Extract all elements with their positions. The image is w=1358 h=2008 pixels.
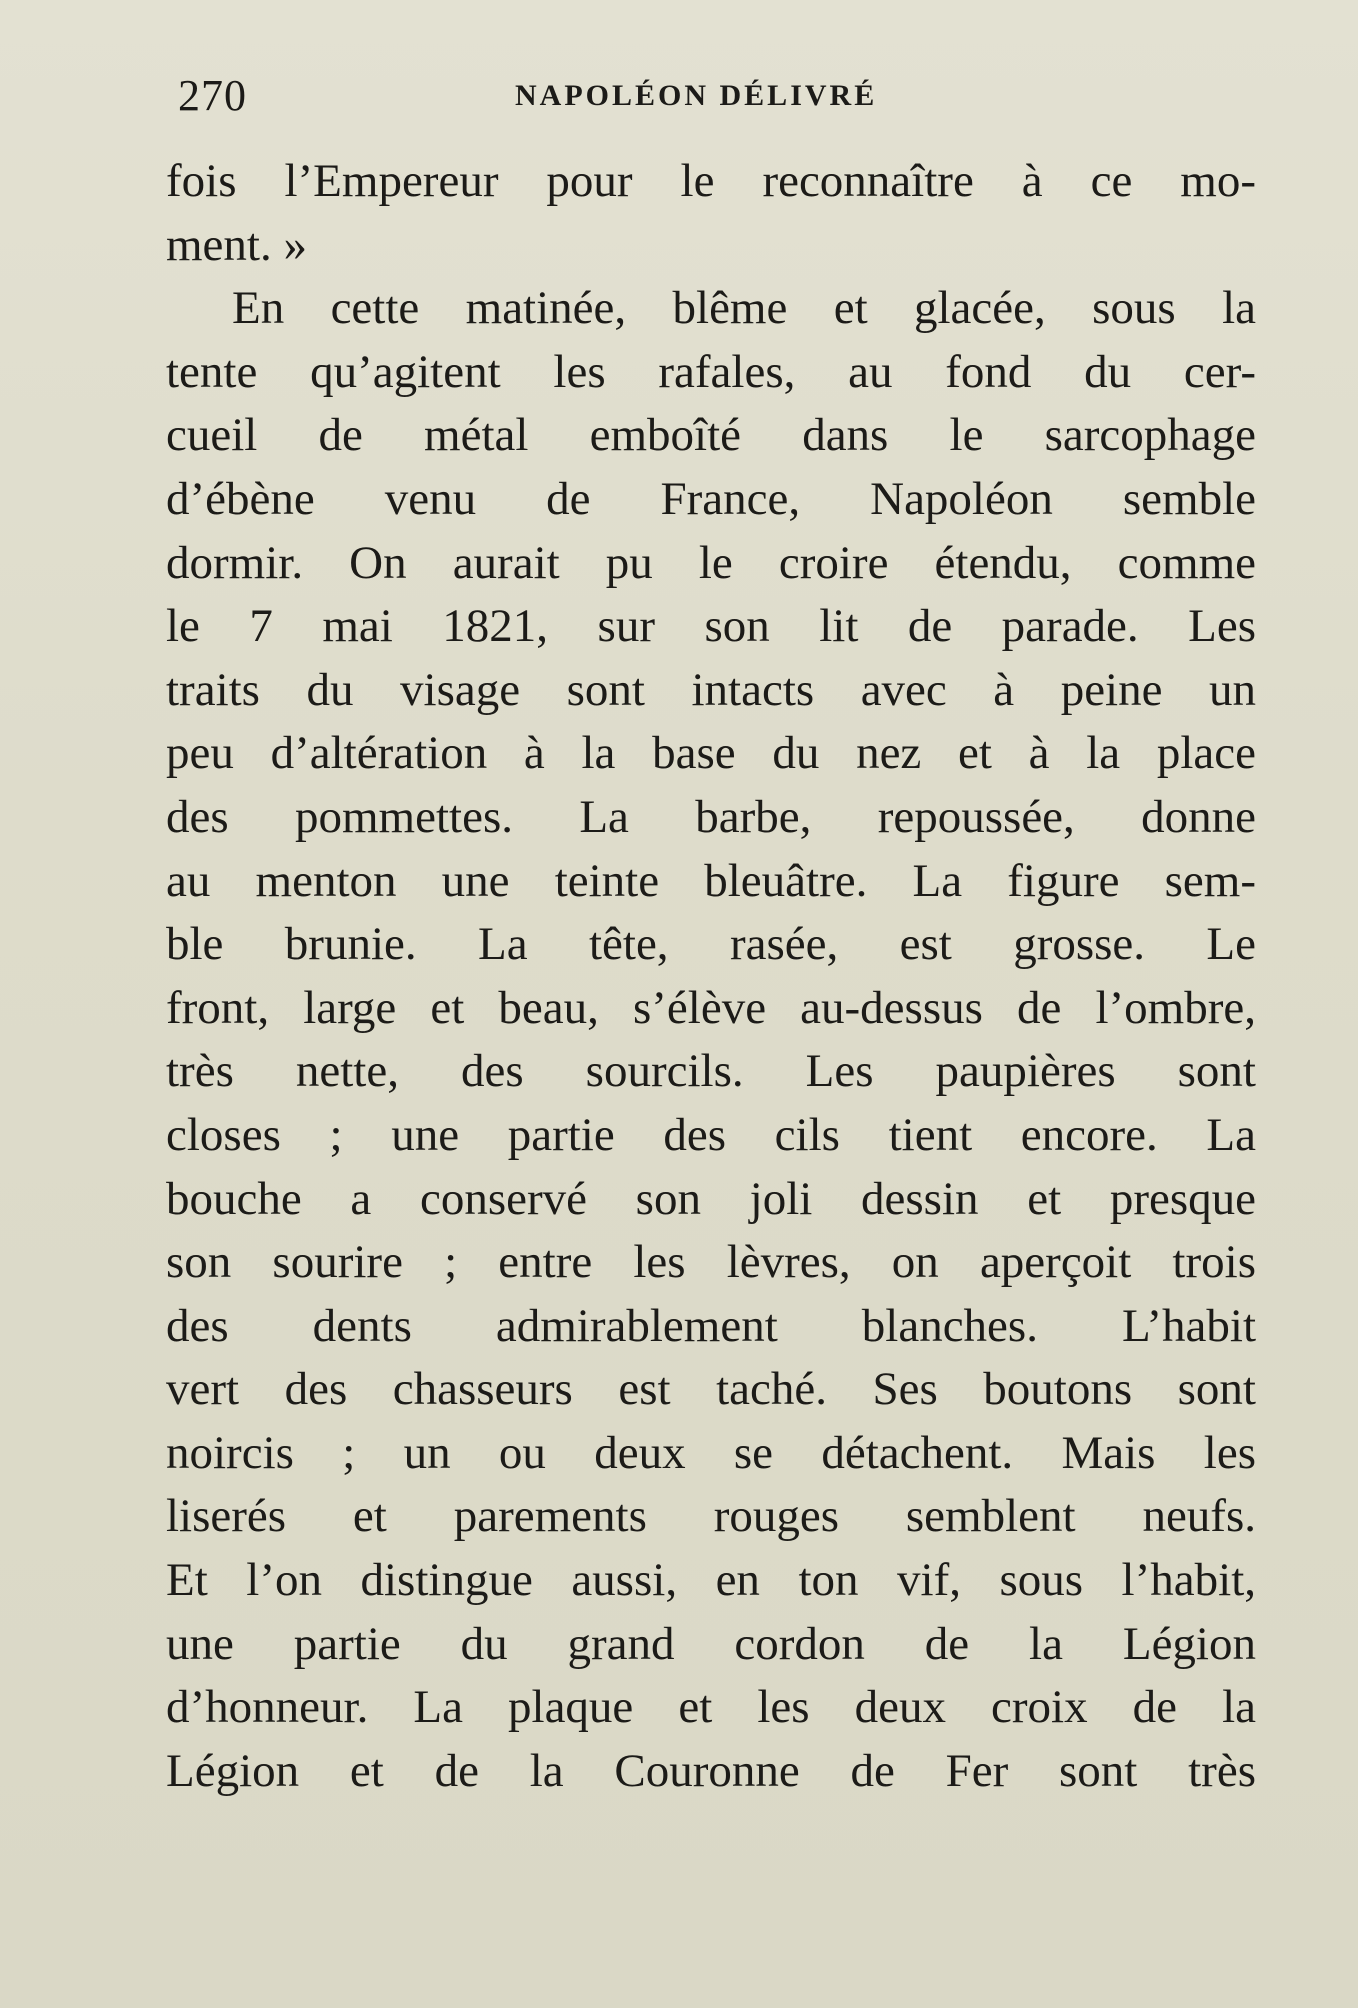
text-line: cueil de métal emboîté dans le sarcophage [166,409,1256,462]
text-line: closes ; une partie des cils tient encore. La [166,1108,1256,1161]
text-line: au menton une teinte bleuâtre. La figure sem- [166,854,1256,907]
text-line: front, large et beau, s’élève au-dessus de l’ombre, [166,981,1256,1034]
text-line: Et l’on distingue aussi, en ton vif, sous l’habit, [166,1554,1256,1607]
text-line: très nette, des sourcils. Les paupières sont [166,1045,1256,1098]
text-line: dormir. On aurait pu le croire étendu, comme [166,536,1256,589]
text-line: d’honneur. La plaque et les deux croix de la [166,1681,1256,1734]
text-line: ment. » [166,218,307,271]
text-line: le 7 mai 1821, sur son lit de parade. Les [166,600,1256,653]
text-line: Légion et de la Couronne de Fer sont très [166,1744,1256,1797]
page-number: 270 [178,71,247,120]
text-line: En cette matinée, blême et glacée, sous la [232,282,1256,335]
text-line: liserés et parements rouges semblent neufs. [166,1490,1256,1543]
text-line: d’ébène venu de France, Napoléon semble [166,472,1256,525]
text-line: ble brunie. La tête, rasée, est grosse. Le [166,918,1256,971]
text-line: une partie du grand cordon de la Légion [166,1617,1256,1670]
body-text [166,150,1256,1803]
text-line: des pommettes. La barbe, repoussée, donne [166,790,1256,843]
text-line: traits du visage sont intacts avec à peine un [166,663,1256,716]
text-line: fois l’Empereur pour le reconnaître à ce mo- [166,155,1256,207]
text-line: bouche a conservé son joli dessin et presque [166,1172,1256,1225]
text-line: tente qu’agitent les rafales, au fond du cer- [166,345,1256,398]
running-title: NAPOLÉON DÉLIVRÉ [515,79,878,112]
text-line: peu d’altération à la base du nez et à la place [166,727,1256,780]
text-line: noircis ; un ou deux se détachent. Mais les [166,1426,1256,1479]
text-line: son sourire ; entre les lèvres, on aperçoit trois [166,1236,1256,1289]
text-line: vert des chasseurs est taché. Ses boutons sont [166,1363,1256,1416]
text-line: des dents admirablement blanches. L’habit [166,1299,1256,1352]
